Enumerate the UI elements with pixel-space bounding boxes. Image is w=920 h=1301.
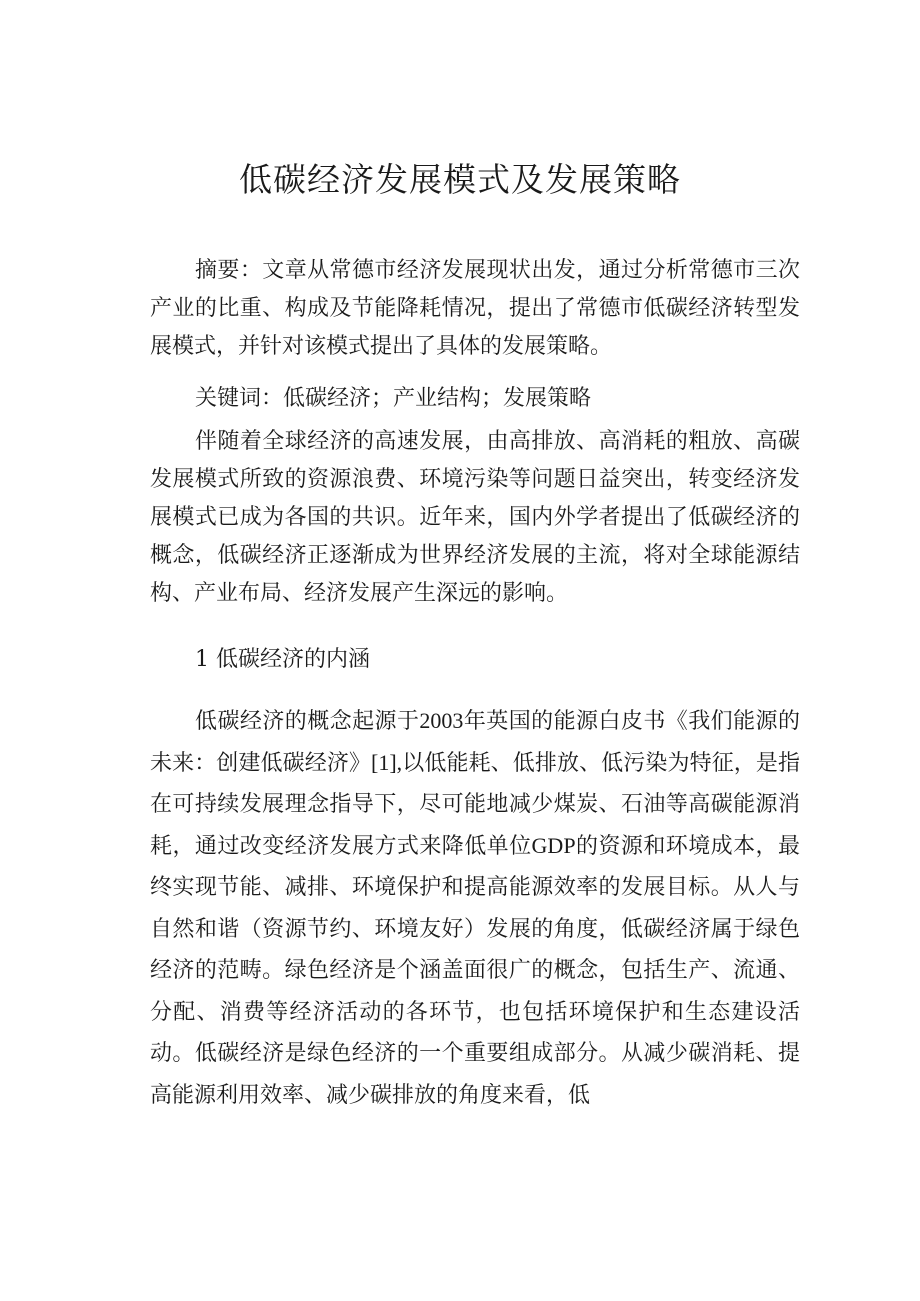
- intro-paragraph: 伴随着全球经济的高速发展，由高排放、高消耗的粗放、高碳发展模式所致的资源浪费、环境污染等问题日益突出，转变经济发展模式已成为各国的共识。近年来，国内外学者提出了低碳经济的概念，低碳经济正逐渐成为世界经济发展的主流，将对全球能源结构、产业布局、经济发展产生深远的影响。: [150, 429, 800, 606]
- keywords-line: 关键词：低碳经济；产业结构；发展策略: [195, 386, 592, 411]
- abstract-paragraph: 摘要：文章从常德市经济发展现状出发，通过分析常德市三次产业的比重、构成及节能降耗情况，提出了常德市低碳经济转型发展模式，并针对该模式提出了具体的发展策略。: [150, 258, 800, 359]
- section-heading: 1 低碳经济的内涵: [195, 647, 370, 672]
- section-body-paragraph: 低碳经济的概念起源于2003年英国的能源白皮书《我们能源的未来：创建低碳经济》[1],以低能耗、低排放、低污染为特征，是指在可持续发展理念指导下，尽可能地减少煤炭、石油等高碳能源消耗，通过改变经济发展方式来降低单位GDP的资源和环境成本，最终实现节能、减排、环境保护和提高能源效率的发展目标。从人与自然和谐（资源节约、环境友好）发展的角度，低碳经济属于绿色经济的范畴。绿色经济是个涵盖面很广的概念，包括生产、流通、分配、消费等经济活动的各环节，也包括环境保护和生态建设活动。低碳经济是绿色经济的一个重要组成部分。从减少碳消耗、提高能源利用效率、减少碳排放的角度来看，低: [150, 708, 800, 1107]
- document-title: 低碳经济发展模式及发展策略: [239, 160, 681, 199]
